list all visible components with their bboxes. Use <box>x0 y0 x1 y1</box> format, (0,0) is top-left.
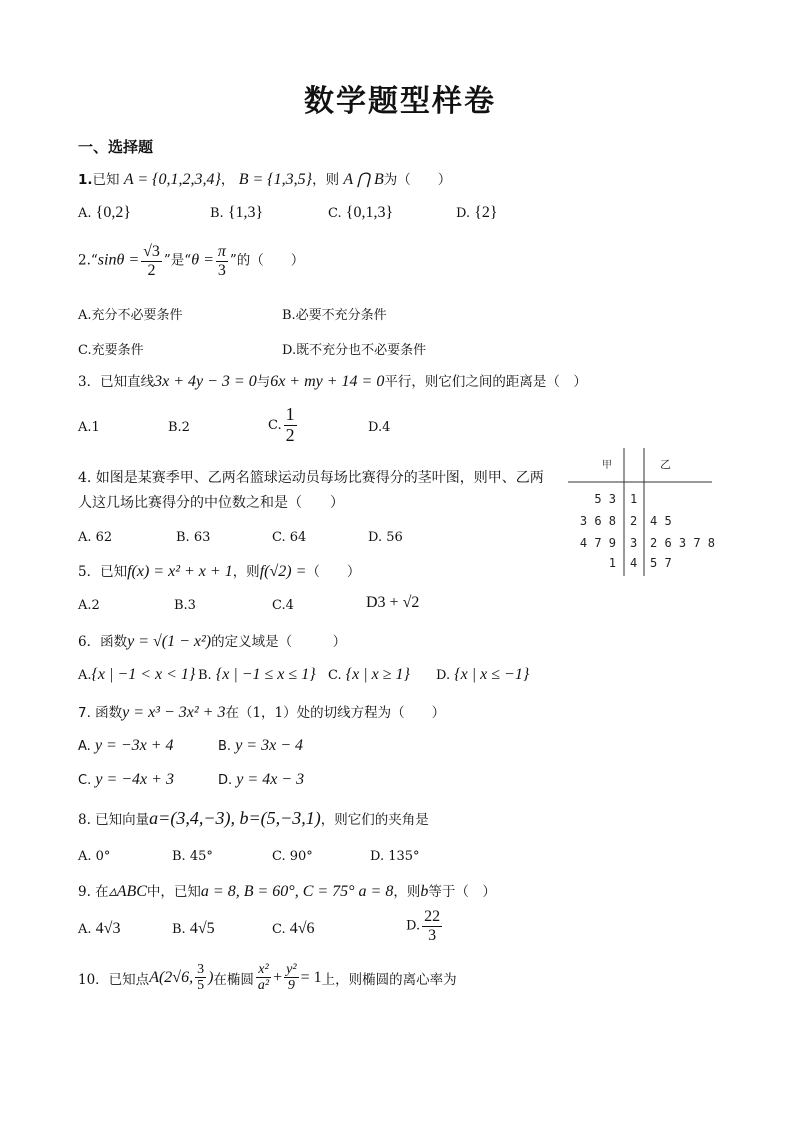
q9-option-d-label: D. <box>406 918 421 934</box>
q5-evaluate: f(√2) = <box>259 563 307 580</box>
q2-option-d: D.既不充分也不必要条件 <box>282 343 427 358</box>
question-5 <box>78 560 360 581</box>
q10-nine: 9 <box>287 978 295 994</box>
q9-pre: 9. 在 <box>78 884 109 900</box>
q8-option-d: D. 135° <box>370 849 420 864</box>
q2-pi-denominator: 3 <box>217 261 226 279</box>
question-6 <box>78 630 346 651</box>
q7-option-a-value: y = −3x + 4 <box>94 737 174 754</box>
stem-leaf-left-head: 甲 <box>602 460 612 471</box>
q10-post: 上，则椭圆的离心率为 <box>321 971 457 988</box>
q9-fraction-22-over-3 <box>422 908 442 944</box>
q6-option-a-label: A. <box>78 668 92 683</box>
q2-quote-open: “ <box>90 252 98 269</box>
q7-option-b-label: B. <box>218 739 232 754</box>
q4-option-c: C. 64 <box>272 530 307 545</box>
q6-post: 的定义域是（ ） <box>211 634 347 650</box>
q6-function: y = √(1 − x²) <box>127 633 212 650</box>
q10-fraction-x2-over-a2 <box>256 962 271 994</box>
q10-point-denominator: 5 <box>197 978 205 994</box>
question-7 <box>78 701 445 722</box>
q1-number: 1. <box>78 172 93 188</box>
q5-mid: ，则 <box>232 564 260 580</box>
q8-pre: 8. 已知向量 <box>78 812 150 828</box>
q10-pre: 10．已知点 <box>78 971 150 988</box>
q9-triangle: ▵ABC <box>108 883 147 900</box>
q3-half-denominator: 2 <box>285 424 295 445</box>
stem-leaf-lines <box>568 448 728 578</box>
q10-x2: x² <box>256 962 271 978</box>
q10-plus: + <box>273 968 283 986</box>
q1-intersection: A ⋂ B <box>343 171 384 188</box>
question-10 <box>78 962 457 994</box>
q6-option-d <box>436 666 529 684</box>
q6-option-b-value: {x | −1 ≤ x ≤ 1} <box>215 666 316 683</box>
q7-option-a <box>78 737 174 755</box>
stem-leaf-right-head: 乙 <box>660 458 671 471</box>
stem-leaf-right-leaves-row2: 4 5 <box>650 514 672 528</box>
q9-option-b-value: 4√5 <box>189 920 215 937</box>
q1-option-a-value: {0,2} <box>95 204 132 221</box>
q9-option-c <box>272 920 315 938</box>
stem-leaf-left-leaves-row1: 5 3 <box>594 492 616 506</box>
q4-option-d: D. 56 <box>368 530 403 545</box>
q5-option-d: D3 + √2 <box>366 594 420 611</box>
q1-set-a: A = {0,1,2,3,4} <box>123 171 221 188</box>
q6-option-d-label: D. <box>436 668 451 683</box>
q3-line-1: 3x + 4y − 3 = 0 <box>154 373 257 390</box>
q7-post: 在（1，1）处的切线方程为（ ） <box>225 705 446 721</box>
q7-option-c <box>78 771 174 789</box>
q2-theta-expr: θ = <box>191 251 214 269</box>
question-1 <box>78 168 451 189</box>
q3-post: 平行，则它们之间的距离是（ ） <box>384 374 587 390</box>
q3-option-d: D.4 <box>368 420 391 435</box>
q8-vectors: a=(3,4,−3), b=(5,−3,1) <box>149 808 321 828</box>
q10-a2: a² <box>257 978 270 994</box>
q1-sep: ， <box>220 172 235 188</box>
q2-option-b: B.必要不充分条件 <box>282 308 387 323</box>
stem-leaf-left-leaves-row4: 1 <box>608 556 616 570</box>
stem-leaf-plot <box>568 448 728 578</box>
q9-option-c-label: C. <box>272 922 286 937</box>
stem-leaf-stem-row4: 4 <box>630 556 638 570</box>
q8-post: ，则它们的夹角是 <box>320 812 429 828</box>
q7-option-b <box>218 737 303 755</box>
q6-option-b-label: B. <box>198 668 212 683</box>
q9-fraction-numerator: 22 <box>424 908 441 925</box>
q2-fraction-numerator: √3 <box>143 243 160 260</box>
q8-option-a: A. 0° <box>78 849 111 864</box>
q1-option-d <box>456 204 498 222</box>
q9-post: 等于（ ） <box>428 884 496 900</box>
q1-option-d-label: D. <box>456 206 471 221</box>
q10-point-close: ) <box>208 968 214 986</box>
q2-quote-close: ”的（ ） <box>229 252 305 269</box>
q5-option-b: B.3 <box>174 598 196 613</box>
q1-option-d-value: {2} <box>474 204 498 221</box>
q3-option-b: B.2 <box>168 420 190 435</box>
q6-option-a <box>78 666 195 684</box>
q6-option-d-value: {x | x ≤ −1} <box>454 666 530 683</box>
stem-leaf-left-leaves-row2: 3 6 8 <box>579 514 616 528</box>
q1-option-b-label: B. <box>210 206 224 221</box>
q5-pre: 5．已知 <box>78 564 128 580</box>
q7-option-a-label: A. <box>78 739 91 754</box>
q9-mid: 中，已知 <box>146 884 201 900</box>
q9-conditions: a = 8, B = 60°, C = 75° a = 8 <box>200 883 394 900</box>
q4-option-b: B. 63 <box>176 530 211 545</box>
q7-option-c-value: y = −4x + 3 <box>95 771 174 788</box>
q10-point: A(2√6, <box>149 968 194 986</box>
q3-fraction-half <box>284 405 297 446</box>
q2-quote-mid: ”是“ <box>163 252 192 269</box>
q2-number: 2. <box>78 252 91 269</box>
q2-option-c: C.充要条件 <box>78 343 144 358</box>
question-9 <box>78 880 496 901</box>
q5-option-c: C.4 <box>272 598 294 613</box>
q2-fraction-pi-over-3 <box>216 243 228 279</box>
stem-leaf-stem-row1: 1 <box>630 492 638 506</box>
q2-option-a: A.充分不必要条件 <box>78 308 183 323</box>
stem-leaf-right-leaves-row3: 2 6 3 7 8 <box>650 536 716 550</box>
q8-option-c: C. 90° <box>272 849 313 864</box>
q10-fraction-3-over-5 <box>195 962 206 994</box>
q3-line-2: 6x + my + 14 = 0 <box>270 373 385 390</box>
q10-point-numerator: 3 <box>197 962 205 977</box>
stem-leaf-left-leaves-row3: 4 7 9 <box>579 536 616 550</box>
q7-option-c-label: C. <box>78 773 92 788</box>
question-3 <box>78 370 587 391</box>
stem-leaf-stem-row2: 2 <box>630 514 638 528</box>
q5-post: （ ） <box>306 564 361 580</box>
q4-option-a: A. 62 <box>78 530 113 545</box>
q5-option-a: A.2 <box>78 598 100 613</box>
q1-option-a-label: A. <box>78 206 92 221</box>
q10-fraction-y2-over-9 <box>284 962 298 994</box>
q4-line-2: 人这几场比赛得分的中位数之和是（ ） <box>78 495 344 511</box>
page-title: 数学题型样卷 <box>304 84 496 119</box>
q4-line-1: 4. 如图是某赛季甲、乙两名篮球运动员每场比赛得分的茎叶图，则甲、乙两 <box>78 470 544 486</box>
q9-side-b: b <box>420 883 429 900</box>
q1-option-b <box>210 204 263 222</box>
q1-mid: ，则 <box>312 172 340 188</box>
q1-option-c-label: C. <box>328 206 342 221</box>
q7-pre: 7. 函数 <box>78 705 123 721</box>
q3-and: 与 <box>256 374 271 390</box>
q9-option-a <box>78 920 120 938</box>
q10-equals-one: = 1 <box>300 968 322 986</box>
q2-sin-expr: sinθ = <box>97 251 140 269</box>
q7-option-d <box>218 771 304 789</box>
q6-option-c-value: {x | x ≥ 1} <box>345 666 410 683</box>
q3-option-c <box>268 405 299 446</box>
q6-option-a-value: {x | −1 < x < 1} <box>91 666 196 683</box>
q9-option-a-value: 4√3 <box>95 920 121 937</box>
q7-option-d-label: D. <box>218 773 233 788</box>
question-2 <box>78 243 304 279</box>
q6-option-c <box>328 666 410 684</box>
q7-option-b-value: y = 3x − 4 <box>235 737 303 754</box>
q1-set-b: B = {1,3,5} <box>238 171 313 188</box>
stem-leaf-stem-row3: 3 <box>630 536 638 550</box>
q10-y2: y² <box>286 962 297 977</box>
q9-option-a-label: A. <box>78 922 92 937</box>
stem-leaf-right-leaves-row4: 5 7 <box>650 556 672 570</box>
q3-pre: 3．已知直线 <box>78 374 155 390</box>
q9-fraction-denominator: 3 <box>428 926 437 944</box>
q1-option-b-value: {1,3} <box>227 204 264 221</box>
q2-pi-numerator: π <box>217 243 226 260</box>
q2-fraction-denominator: 2 <box>147 261 156 279</box>
q5-function: f(x) = x² + x + 1 <box>127 563 233 580</box>
q9-mid2: ，则 <box>393 884 421 900</box>
q3-half-numerator: 1 <box>285 404 295 424</box>
section-heading: 一、选择题 <box>78 138 154 156</box>
q6-option-b <box>198 666 316 684</box>
q6-pre: 6．函数 <box>78 634 128 650</box>
q9-option-d <box>406 908 444 944</box>
q10-mid: 在椭圆 <box>213 971 254 988</box>
q9-option-c-value: 4√6 <box>289 920 315 937</box>
q8-option-b: B. 45° <box>172 849 213 864</box>
q6-option-c-label: C. <box>328 668 342 683</box>
q9-option-b <box>172 920 215 938</box>
q7-function: y = x³ − 3x² + 3 <box>122 704 226 721</box>
q1-option-a <box>78 204 131 222</box>
q9-option-b-label: B. <box>172 922 186 937</box>
q1-option-c-value: {0,1,3} <box>345 204 394 221</box>
q1-pre: 已知 <box>92 172 120 188</box>
question-8 <box>78 808 429 829</box>
q1-option-c <box>328 204 393 222</box>
q7-option-d-value: y = 4x − 3 <box>236 771 305 788</box>
q1-post: 为（ ） <box>383 172 452 188</box>
q3-option-c-label: C. <box>268 417 282 433</box>
q3-option-a: A.1 <box>78 420 100 435</box>
q2-fraction-root3-over-2 <box>141 243 162 279</box>
